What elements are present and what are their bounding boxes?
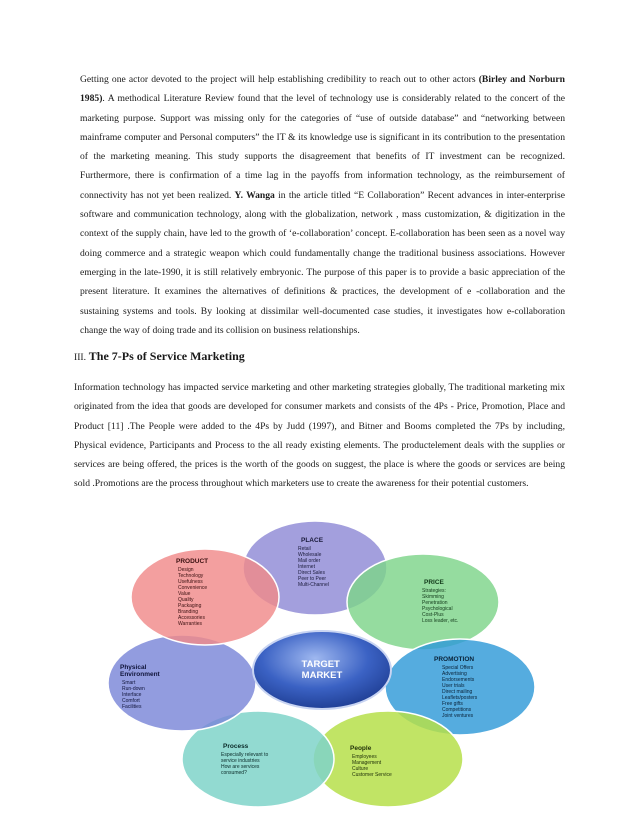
place-title: PLACE	[301, 537, 324, 544]
list-item: Comfort	[122, 698, 140, 704]
list-item: Run-down	[122, 686, 145, 692]
body-paragraph-2: Information technology has impacted service marketing and other marketing strategies globally, The traditional marketing mix originated from the idea that goods are developed for consumer markets and consists of the 4Ps - Price, Promotion, Place and Product [11] .The People were added to the 4Ps by Judd (1997), and Bitner and Booms completed the 7Ps by including, Physical evidence, Participants and Process to the all ready existing elements. The productelement deals with the supplies or services are being offered, the prices is the worth of the goods on suggest, the place is where the goods or services are being sold .Promotions are the process throughout which marketers use to create the awareness for their potential customers.	[74, 382, 565, 490]
section-number: III.	[74, 352, 86, 363]
list-item: Internet	[298, 564, 315, 570]
citation-birley: (Birley and Norburn 1985)	[80, 74, 565, 105]
seven-ps-diagram	[96, 515, 542, 817]
list-item: Psychological	[422, 606, 453, 612]
list-item: Mail order	[298, 558, 321, 564]
list-item: How are services	[221, 764, 260, 770]
list-item: Penetration	[422, 600, 448, 606]
list-item: consumed?	[221, 770, 247, 776]
process-title: Process	[223, 743, 249, 750]
list-item: Free gifts	[442, 701, 463, 707]
list-item: service industries	[221, 758, 260, 764]
people-title: People	[350, 745, 372, 752]
list-item: Loss leader, etc.	[422, 618, 459, 624]
list-item: Retail	[298, 546, 311, 552]
list-item: Design	[178, 567, 194, 573]
product-title: PRODUCT	[176, 558, 209, 565]
list-item: Accessories	[178, 615, 205, 621]
list-item: Multi-Channel	[298, 582, 329, 588]
target-market-line-1: TARGET	[301, 659, 340, 670]
list-item: Usefulness	[178, 579, 203, 585]
list-item: Direct mailing	[442, 689, 473, 695]
list-item: Employees	[352, 754, 377, 760]
para1-text-a: Getting one actor devoted to the project will help establishing credibility to reach out to other actors	[80, 74, 479, 85]
para1-text-b: . A methodical Literature Review found that the level of technology use is considerably related to the concert of the marketing purpose. Support was missing only for the categories of “use of outside database” and “networking between mainframe computer and Personal computers” the IT & its knowledge use is significant in its contribution to the presentation of the marketing meaning. This study supports the disagreement that benefits of IT investment can be recognized. Furthermore, there is confirmation of a time lag in the payoffs from information technology, as the reimbursement of connectivity has not yet been realized.	[80, 93, 565, 201]
list-item: Facilities	[122, 704, 142, 710]
list-item: Smart	[122, 680, 136, 686]
list-item: Especially relevant to	[221, 752, 269, 758]
physical-title-line-1: Physical	[120, 664, 147, 671]
list-item: Strategies:	[422, 588, 446, 594]
body-paragraph-1	[80, 70, 565, 340]
seven-ps-svg	[96, 515, 542, 817]
people-petal	[313, 711, 463, 807]
list-item: Competitions	[442, 707, 472, 713]
list-item: Wholesale	[298, 552, 322, 558]
list-item: User trials	[442, 683, 465, 689]
list-item: Customer Service	[352, 772, 392, 778]
list-item: Warranties	[178, 621, 202, 627]
list-item: Value	[178, 591, 191, 597]
section-heading	[74, 349, 245, 364]
list-item: Branding	[178, 609, 199, 615]
list-item: Skimming	[422, 594, 444, 600]
list-item: Packaging	[178, 603, 202, 609]
list-item: Technology	[178, 573, 204, 579]
price-title: PRICE	[424, 579, 444, 586]
list-item: Cost-Plus	[422, 612, 444, 618]
target-market-line-2: MARKET	[301, 670, 343, 681]
list-item: Special Offers	[442, 665, 474, 671]
list-item: Direct Sales	[298, 570, 325, 576]
list-item: Advertising	[442, 671, 467, 677]
physical-title-line-2: Environment	[120, 671, 160, 678]
para1-text-c: in the article titled “E Collaboration” Recent advances in inter-enterprise software and communication technology, along with the globalization, network , mass customization, & digitization in the context of the supply chain, have led to the growth of ‘e-collaboration’ concept. E-collaboration has been seen as a novel way doing commerce and a strategic weapon which could fundamentally change the traditional business associations. However emerging in the late-1990, it is still relatively embryonic. The purpose of this paper is to provide a basic appreciation of the present literature. It examines the alternatives of definitions & practices, the development of e -collaboration and the sustaining systems and tools. By looking at dissimilar well-documented case studies, it investigates how e-collaboration change the way of doing trade and its collision on business relationships.	[80, 189, 565, 336]
list-item: Quality	[178, 597, 194, 603]
list-item: Interface	[122, 692, 142, 698]
list-item: Convenience	[178, 585, 208, 591]
list-item: Joint ventures	[442, 713, 474, 719]
list-item: Endorsements	[442, 677, 475, 683]
promotion-title: PROMOTION	[434, 656, 475, 663]
list-item: Management	[352, 760, 382, 766]
svg-text:TARGET MARKET	[302, 659, 343, 681]
list-item: Peer to Peer	[298, 576, 327, 582]
citation-wanga: Y. Wanga	[234, 189, 275, 201]
list-item: Leaflets/posters	[442, 695, 478, 701]
list-item: Culture	[352, 766, 369, 772]
section-title: The 7-Ps of Service Marketing	[88, 349, 245, 363]
